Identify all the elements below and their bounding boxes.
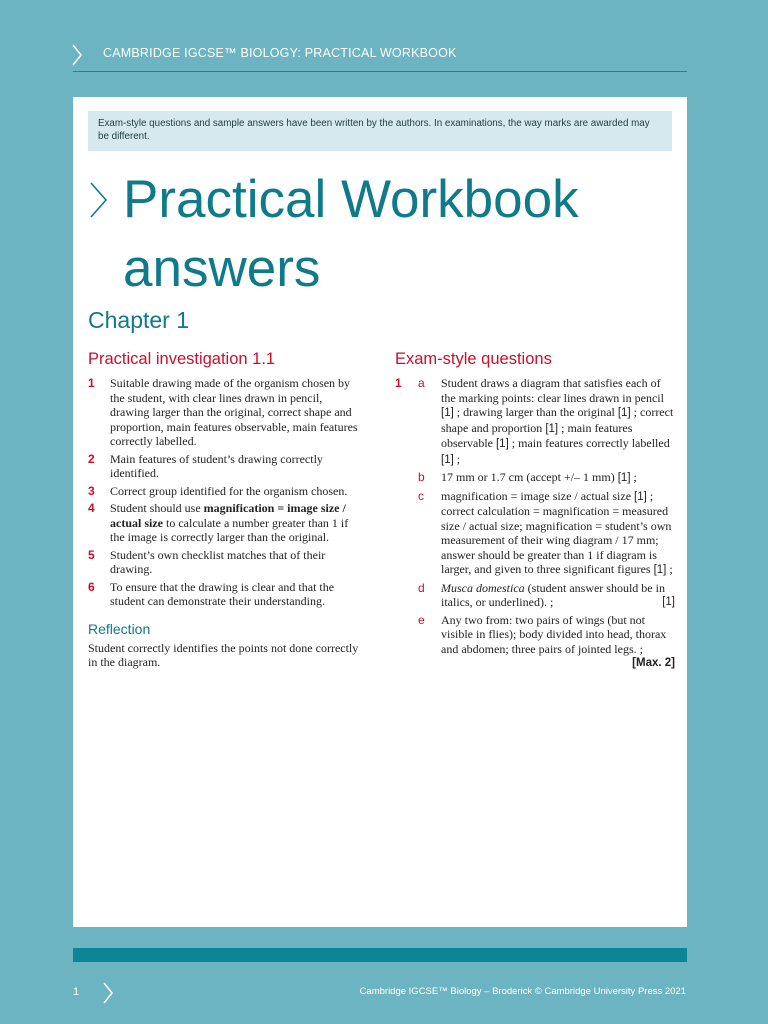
title-line-2: answers [123,239,321,298]
item-text: Student’s own checklist matches that of their drawing. [110,547,326,576]
list-item [88,548,363,577]
chapter-heading: Chapter 1 [88,307,190,333]
reflection-text: Student correctly identifies the points not done correctly in the diagram. [88,640,359,669]
mark: [1] [545,422,559,435]
species-name: Musca domestica [441,580,525,595]
question-part-e [395,612,675,669]
part-letter: a [418,376,425,390]
answer-text: ; main features correctly labelled [508,436,670,450]
part-letter: e [418,612,425,627]
item-text: To ensure that the drawing is clear and that the student can demonstrate their understanding. [110,579,335,608]
item-text: Student should use [110,501,204,515]
mark: [1] [441,453,454,466]
mark: [1] [617,472,631,484]
list-item [88,484,363,499]
answer-text: ; [666,562,673,576]
answer-text: ; correct calculation = magnification = measured size / actual size; magnification = student’s own measurement of their wing diagram / 17 mm; answer should be greater than 1 if diagram is larger, and given to three significant figures [441,488,672,576]
item-number: 2 [88,451,95,466]
answer-text: magnification = image size / actual size [441,488,635,503]
disclaimer-note: Exam-style questions and sample answers have been written by the authors. In examinations, the way marks are awarded may be different. [88,111,672,151]
item-number: 5 [88,547,95,562]
answer-text: ; [453,451,461,466]
exam-column [395,349,675,671]
list-item [88,452,363,481]
list-item [88,376,363,449]
item-number: 3 [88,483,95,498]
item-text: to calculate a number greater than 1 if the image is correctly larger than the original. [110,515,349,544]
page-number: 1 [73,986,80,998]
footer-bar [73,948,687,962]
item-text: Main features of student’s drawing correctly identified. [110,451,323,480]
mark: [1] [653,564,667,576]
title-line-1: Practical Workbook [123,170,579,229]
item-number: 6 [88,579,95,594]
practical-heading: Practical investigation 1.1 [88,350,276,368]
practical-column [88,349,363,670]
item-text: Suitable drawing made of the organism chosen by the student, with clear lines drawn in pencil, drawing larger than the original, correct shape and proportion, main features observable, main features correctly labelled. [110,376,358,448]
part-letter: c [418,488,424,503]
question-part-b [395,470,675,486]
answer-text: ; correct shape and proportion [441,405,674,435]
mark: [1] [634,490,647,503]
mark: [1] [617,407,631,419]
mark: [Max. 2] [632,657,675,669]
answer-text: 17 mm or 1.7 cm (accept +/– 1 mm) [441,470,618,484]
exam-heading: Exam-style questions [395,350,552,368]
item-text: Correct group identified for the organism chosen. [110,483,348,498]
question-part-c [395,489,675,578]
question-part-d [395,581,675,610]
header-chevron-icon [71,44,83,66]
answer-text: ; drawing larger than the original [453,405,618,419]
item-number: 4 [88,501,95,515]
mark: [1] [662,596,675,608]
question-number: 1 [395,376,402,390]
header-divider [73,71,687,72]
answer-text: ; [630,470,637,484]
part-letter: b [418,470,425,484]
answer-text: (student answer should be in italics, or underlined). ; [441,580,665,609]
part-letter: d [418,580,425,595]
question-part-a [395,376,675,467]
answer-text: Student draws a diagram that satisfies each of the marking points: clear lines drawn in pencil [441,376,664,405]
item-number: 1 [88,376,95,390]
header-title: CAMBRIDGE IGCSE™ BIOLOGY: PRACTICAL WORKBOOK [103,46,457,60]
page-title [123,165,683,303]
formula-text: magnification = image size / actual size [110,501,346,530]
footer-chevron-icon [102,982,114,1004]
reflection-heading: Reflection [88,620,151,637]
answer-text: ; main features observable [441,420,633,450]
mark: [1] [495,438,509,450]
footer-copyright: Cambridge IGCSE™ Biology – Broderick © Cambridge University Press 2021 [359,986,686,997]
list-item [88,501,363,545]
mark: [1] [441,407,454,419]
answer-text: Any two from: two pairs of wings (but not visible in flies); body divided into head, thorax and abdomen; three pairs of jointed legs. ; [441,612,667,656]
page-content [73,97,687,927]
title-chevron-icon [89,181,109,219]
list-item [88,580,363,609]
